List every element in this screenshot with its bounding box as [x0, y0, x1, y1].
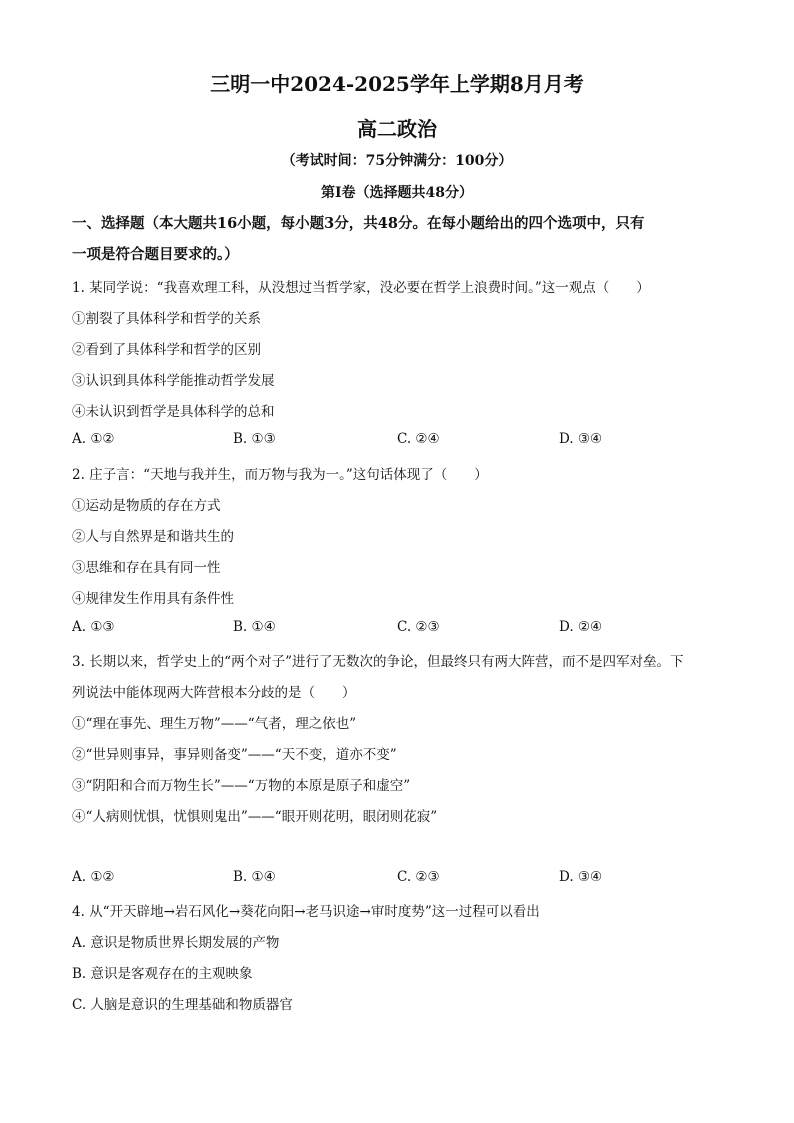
question-1-option-d: D. ③④: [559, 431, 603, 447]
exam-info: （考试时间：75分钟满分：100分）: [281, 153, 513, 169]
question-2-option-a: A. ①③: [72, 619, 115, 635]
section-instruction-line-2: 一项是符合题目要求的。）: [72, 246, 239, 263]
question-1-stem: 1. 某同学说：“我喜欢理工科，从没想过当哲学家，没必要在哲学上浪费时间。”这一观点（ ）: [72, 280, 650, 296]
question-2-statement-4: ④规律发生作用具有条件性: [72, 591, 234, 607]
question-2-stem: 2. 庄子言：“天地与我并生，而万物与我为一。”这句话体现了（ ）: [72, 467, 488, 483]
question-4-option-a: A. 意识是物质世界长期发展的产物: [72, 935, 280, 951]
question-4-stem: 4. 从“开天辟地→岩石风化→葵花向阳→老马识途→审时度势”这一过程可以看出: [72, 904, 540, 920]
question-1-options: [72, 431, 732, 451]
question-2-option-c: C. ②③: [397, 619, 440, 635]
exam-title: 三明一中2024-2025学年上学期8月月考: [210, 72, 584, 96]
question-4-option-b: B. 意识是客观存在的主观映象: [72, 966, 253, 982]
section-instruction-line-1: 一、选择题（本大题共16小题，每小题3分，共48分。在每小题给出的四个选项中，只有: [72, 215, 645, 232]
question-1-statement-1: ①割裂了具体科学和哲学的关系: [72, 311, 261, 327]
question-2-statement-3: ③思维和存在具有同一性: [72, 560, 221, 576]
question-4-option-c: C. 人脑是意识的生理基础和物质器官: [72, 997, 293, 1013]
question-3-statement-1: ①“理在事先、理生万物”——“气者，理之依也”: [72, 716, 357, 732]
question-2-statement-1: ①运动是物质的存在方式: [72, 498, 221, 514]
question-2-statement-2: ②人与自然界是和谐共生的: [72, 529, 234, 545]
question-2-option-b: B. ①④: [233, 619, 276, 635]
question-3-options: [72, 869, 732, 889]
question-1-option-a: A. ①②: [72, 431, 115, 447]
question-1-statement-4: ④未认识到哲学是具体科学的总和: [72, 404, 275, 420]
question-3-option-a: A. ①②: [72, 869, 115, 885]
question-2-options: [72, 619, 732, 639]
question-3-option-b: B. ①④: [233, 869, 276, 885]
question-3-statement-4: ④“人病则忧惧，忧惧则鬼出”——“眼开则花明，眼闭则花寂”: [72, 809, 438, 825]
question-3-stem-line-1: 3. 长期以来，哲学史上的“两个对子”进行了无数次的争论，但最终只有两大阵营，而不是四军对垒。下: [72, 654, 684, 670]
subject-title: 高二政治: [357, 117, 437, 141]
question-3-statement-2: ②“世异则事异，事异则备变”——“天不变，道亦不变”: [72, 747, 397, 763]
question-3-option-c: C. ②③: [397, 869, 440, 885]
question-1-statement-3: ③认识到具体科学能推动哲学发展: [72, 373, 275, 389]
question-1-option-b: B. ①③: [233, 431, 276, 447]
question-1-option-c: C. ②④: [397, 431, 440, 447]
question-3-stem-line-2: 列说法中能体现两大阵营根本分歧的是（ ）: [72, 685, 356, 701]
question-2-option-d: D. ②④: [559, 619, 603, 635]
question-3-option-d: D. ③④: [559, 869, 603, 885]
volume-title: 第Ⅰ卷（选择题共48分）: [320, 185, 474, 201]
question-3-statement-3: ③“阴阳和合而万物生长”——“万物的本原是原子和虚空”: [72, 778, 411, 794]
question-1-statement-2: ②看到了具体科学和哲学的区别: [72, 342, 261, 358]
